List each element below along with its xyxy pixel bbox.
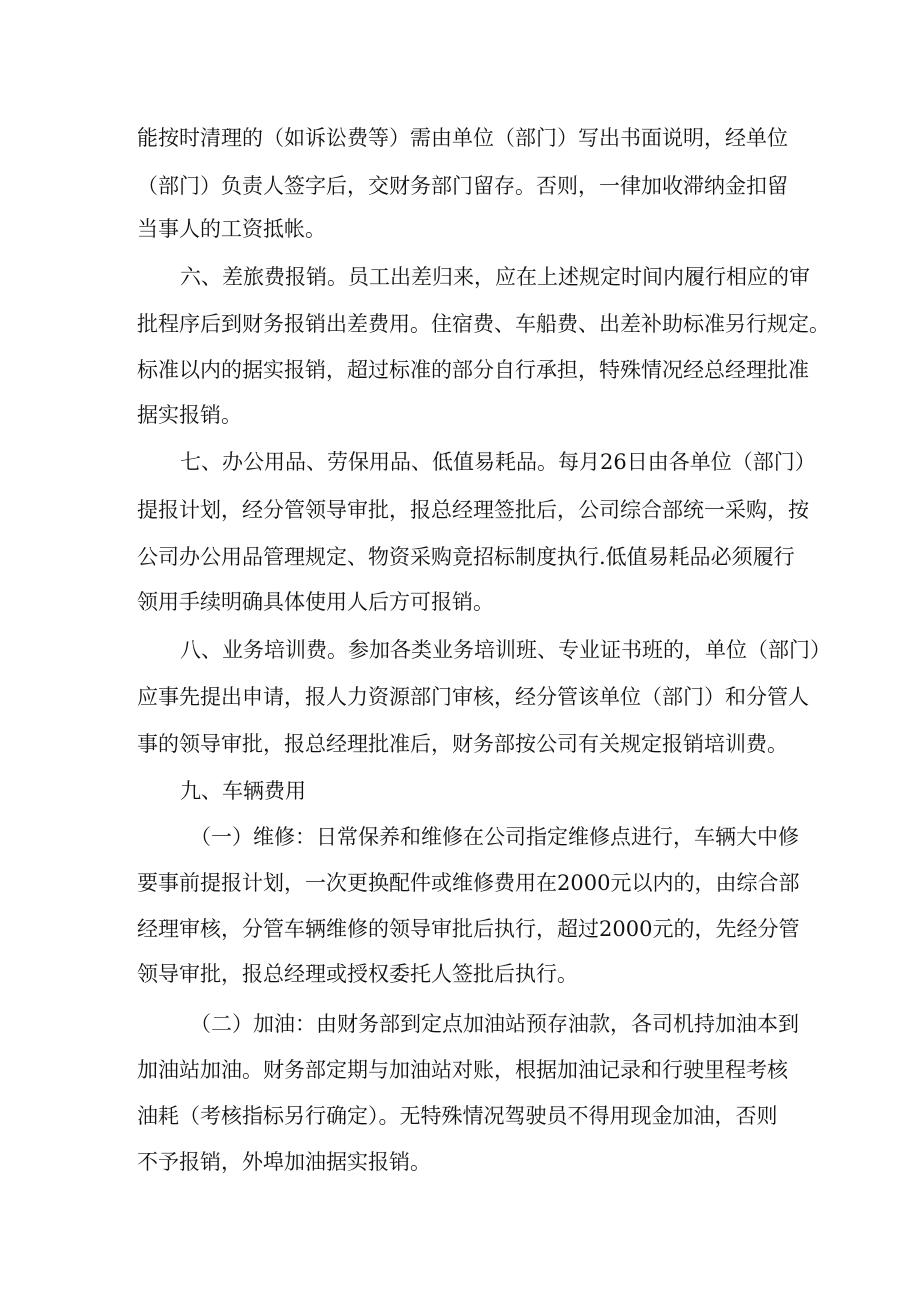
paragraph-line: 标准以内的据实报销，超过标准的部分自行承担，特殊情况经总经理批准: [137, 358, 809, 382]
paragraph-line: 八、业务培训费。参加各类业务培训班、专业证书班的，单位（部门）: [180, 638, 831, 662]
section-heading: 九、车辆费用: [180, 779, 306, 803]
paragraph-line: （一）维修：日常保养和维修在公司指定维修点进行，车辆大中修: [190, 825, 799, 849]
paragraph-line: （二）加油：由财务部到定点加油站预存油款，各司机持加油本到: [190, 1012, 799, 1036]
paragraph-line: 应事先提出申请，报人力资源部门审核，经分管该单位（部门）和分管人: [137, 685, 809, 709]
paragraph-line: 当事人的工资抵帐。: [137, 217, 326, 241]
paragraph-line: 批程序后到财务报销出差费用。住宿费、车船费、出差补助标准另行规定。: [137, 312, 830, 336]
paragraph-line: 七、办公用品、劳保用品、低值易耗品。每月26日由各单位（部门）: [180, 450, 816, 474]
paragraph-line: 不予报销，外埠加油据实报销。: [137, 1150, 431, 1174]
paragraph-line: 油耗（考核指标另行确定）。无特殊情况驾驶员不得用现金加油，否则: [137, 1104, 778, 1128]
paragraph-line: 能按时清理的（如诉讼费等）需由单位（部门）写出书面说明，经单位: [137, 126, 788, 150]
paragraph-line: 领导审批，报总经理或授权委托人签批后执行。: [137, 962, 578, 986]
paragraph-line: 公司办公用品管理规定、物资采购竟招标制度执行.低值易耗品必须履行: [137, 545, 795, 569]
paragraph-line: 加油站加油。财务部定期与加油站对账，根据加油记录和行驶里程考核: [137, 1058, 788, 1082]
paragraph-line: 要事前提报计划，一次更换配件或维修费用在2000元以内的，由综合部: [137, 871, 800, 895]
paragraph-line: 经理审核，分管车辆维修的领导审批后执行，超过2000元的，先经分管: [137, 917, 800, 941]
paragraph-line: 据实报销。: [137, 403, 242, 427]
paragraph-line: 事的领导审批，报总经理批准后，财务部按公司有关规定报销培训费。: [137, 732, 788, 756]
paragraph-line: 提报计划，经分管领导审批，报总经理签批后，公司综合部统一采购，按: [137, 498, 809, 522]
paragraph-line: （部门）负责人签字后，交财务部门留存。否则，一律加收滞纳金扣留: [137, 174, 788, 198]
paragraph-line: 领用手续明确具体使用人后方可报销。: [137, 590, 494, 614]
paragraph-line: 六、差旅费报销。员工出差归来，应在上述规定时间内履行相应的审: [180, 265, 810, 289]
